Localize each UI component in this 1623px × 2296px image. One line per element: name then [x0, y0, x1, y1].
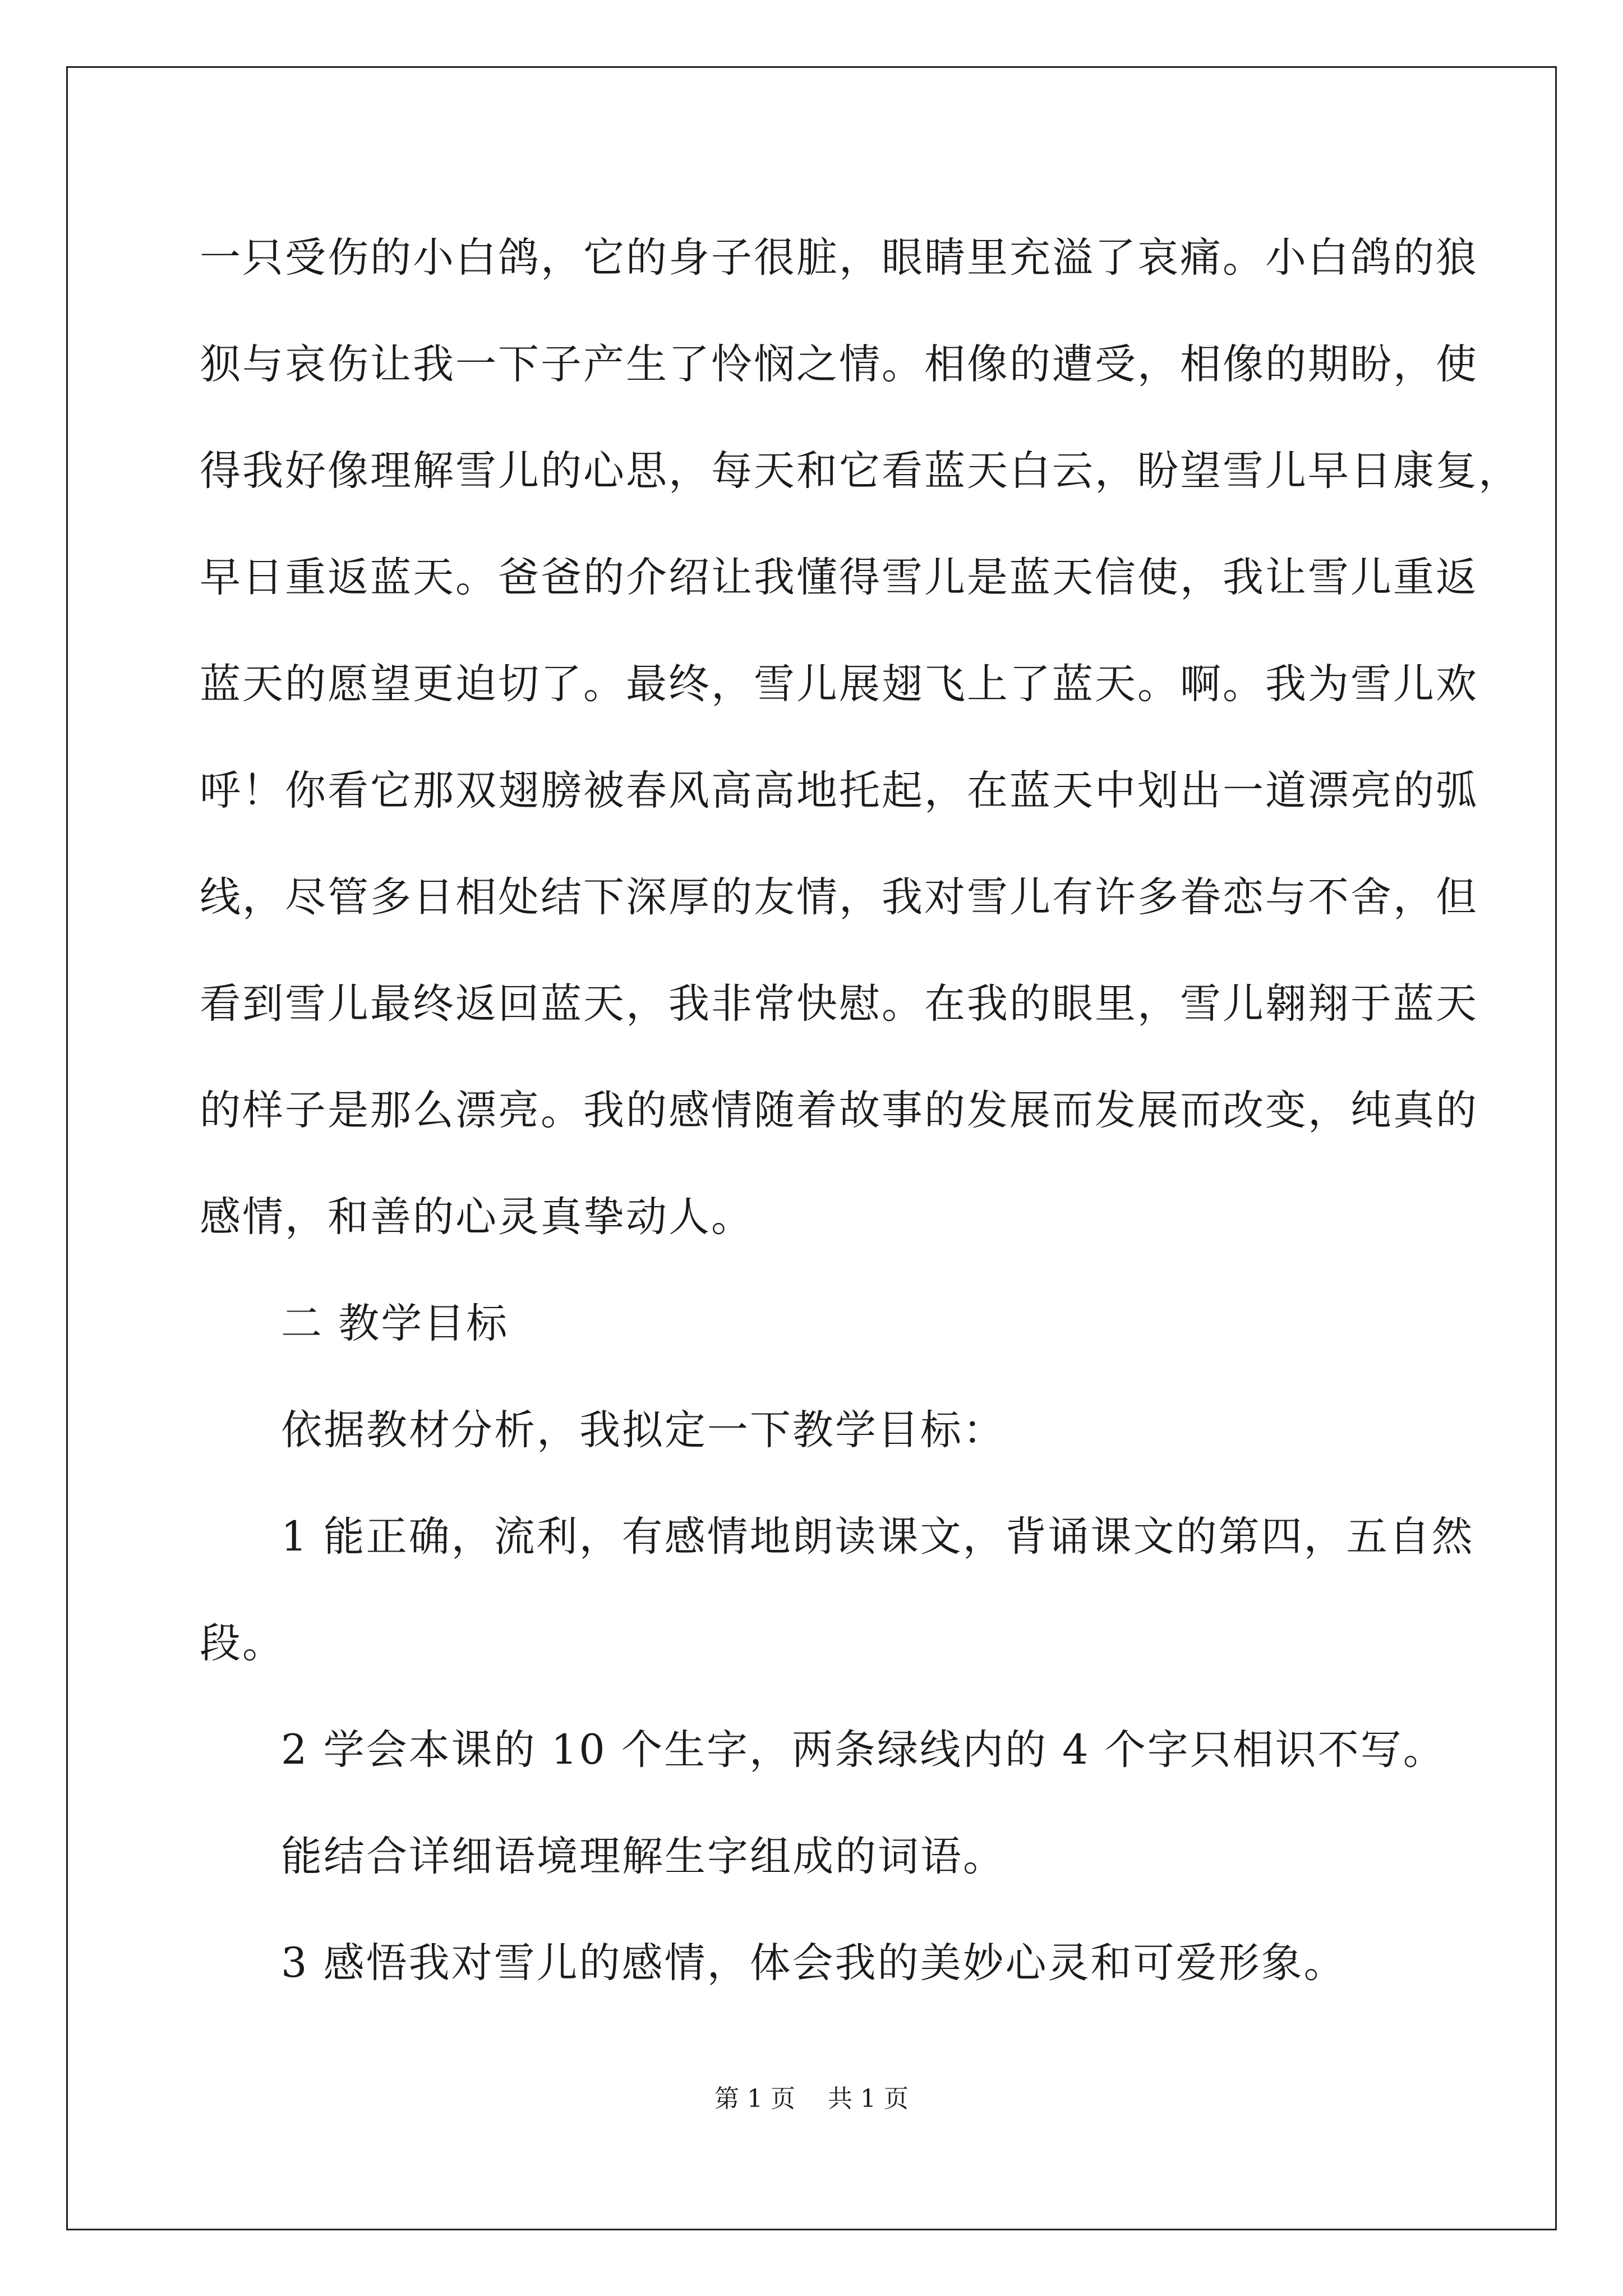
paragraph-line: 段。: [200, 1619, 285, 1667]
paragraph-line: 得我好像理解雪儿的心思，每天和它看蓝天白云，盼望雪儿早日康复，: [200, 447, 1521, 495]
paragraph-line: 能结合详细语境理解生字组成的词语。: [281, 1833, 1006, 1880]
section-heading: 二 教学目标: [281, 1300, 509, 1347]
list-item-2: 2 学会本课的 10 个生字，两条绿线内的 4 个字只相识不写。: [281, 1726, 1446, 1774]
document-body: [200, 205, 1521, 2017]
list-item-1: 1 能正确，流利，有感情地朗读课文，背诵课文的第四，五自然: [281, 1513, 1474, 1561]
paragraph-line: 依据教材分析，我拟定一下教学目标：: [281, 1406, 1006, 1454]
paragraph-line: 蓝天的愿望更迫切了。最终，雪儿展翅飞上了蓝天。啊。我为雪儿欢: [200, 660, 1478, 708]
paragraph-line: 呼！你看它那双翅膀被春风高高地托起，在蓝天中划出一道漂亮的弧: [200, 767, 1478, 815]
paragraph-line: 的样子是那么漂亮。我的感情随着故事的发展而发展而改变，纯真的: [200, 1087, 1478, 1134]
paragraph-line: 线，尽管多日相处结下深厚的友情，我对雪儿有许多眷恋与不舍，但: [200, 873, 1478, 921]
paragraph-line: 看到雪儿最终返回蓝天，我非常快慰。在我的眼里，雪儿翱翔于蓝天: [200, 980, 1478, 1028]
paragraph-line: 一只受伤的小白鸽，它的身子很脏，眼睛里充溢了哀痛。小白鸽的狼: [200, 234, 1478, 282]
page-footer: [0, 2082, 1623, 2116]
paragraph-line: 狈与哀伤让我一下子产生了怜悯之情。相像的遭受，相像的期盼，使: [200, 341, 1478, 388]
list-item-3: 3 感悟我对雪儿的感情，体会我的美妙心灵和可爱形象。: [281, 1939, 1347, 1987]
page-total: 共 1 页: [828, 2085, 909, 2113]
page-number: 第 1 页: [714, 2085, 795, 2113]
paragraph-line: 早日重返蓝天。爸爸的介绍让我懂得雪儿是蓝天信使，我让雪儿重返: [200, 554, 1478, 601]
paragraph-line: 感情，和善的心灵真挚动人。: [200, 1193, 754, 1241]
